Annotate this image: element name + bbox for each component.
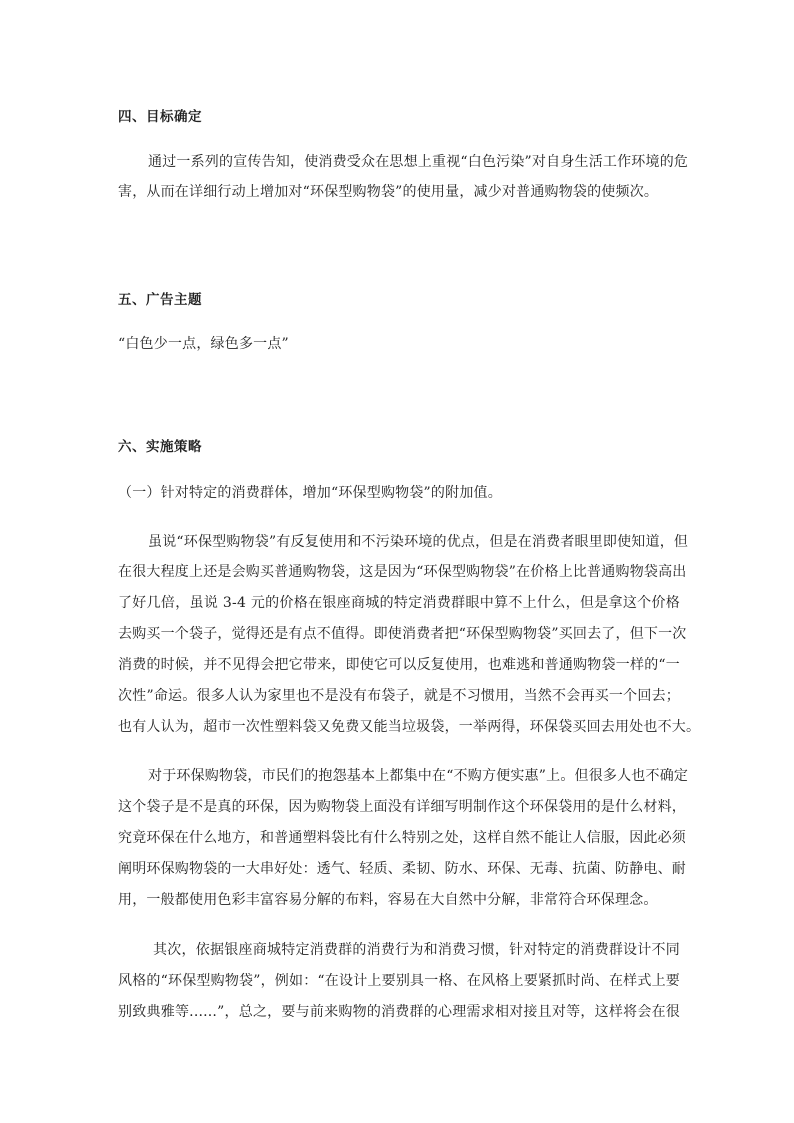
strategy-paragraph-line: 也有人认为，超市一次性塑料袋又免费又能当垃圾袋，一举两得，环保袋买回去用处也不大。 <box>118 719 701 735</box>
strategy-paragraph-line: 用，一般都使用色彩丰富容易分解的布料，容易在大自然中分解，非常符合环保理念。 <box>118 892 658 908</box>
strategy-subheading: （一）针对特定的消费群体，增加“环保型购物袋”的附加值。 <box>118 485 502 501</box>
ad-slogan: “白色少一点，绿色多一点” <box>118 336 289 352</box>
section-heading-strategy: 六、实施策略 <box>118 439 202 455</box>
goal-paragraph-line: 害，从而在详细行动上增加对“环保型购物袋”的使用量，减少对普通购物袋的使频次。 <box>118 184 659 200</box>
strategy-paragraph-line: 对于环保购物袋，市民们的抱怨基本上都集中在“不购方便实惠”上。但很多人也不确定 <box>148 768 689 784</box>
strategy-paragraph-line: 其次，依据银座商城特定消费群的消费行为和消费习惯，针对特定的消费群设计不同 <box>153 942 680 958</box>
strategy-paragraph-line: 究竟环保在什么地方，和普通塑料袋比有什么特别之处，这样自然不能让人信服，因此必须 <box>118 830 686 846</box>
strategy-paragraph-line: 在很大程度上还是会购买普通购物袋，这是因为“环保型购物袋”在价格上比普通购物袋高出 <box>118 564 687 580</box>
strategy-paragraph-line: 虽说“环保型购物袋”有反复使用和不污染环境的优点，但是在消费者眼里即使知道，但 <box>148 534 689 550</box>
strategy-paragraph-line: 阐明环保购物袋的一大串好处：透气、轻质、柔韧、防水、环保、无毒、抗菌、防静电、耐 <box>118 861 686 877</box>
strategy-paragraph-line: 别致典雅等......”，总之，要与前来购物的消费群的心理需求相对接且对等，这样将会在很 <box>118 1004 680 1020</box>
strategy-paragraph-line: 这个袋子是不是真的环保，因为购物袋上面没有详细写明制作这个环保袋用的是什么材料， <box>118 799 686 815</box>
strategy-paragraph-line: 去购买一个袋子，觉得还是有点不值得。即使消费者把“环保型购物袋”买回去了，但下一次 <box>118 626 687 642</box>
strategy-paragraph-line: 了好几倍，虽说 3-4 元的价格在银座商城的特定消费群眼中算不上什么，但是拿这个价格 <box>118 595 680 611</box>
strategy-paragraph-line: 风格的“环保型购物袋”，例如：“在设计上要别具一格、在风格上要紧抓时尚、在样式上要 <box>118 973 680 989</box>
goal-paragraph-line: 通过一系列的宣传告知，使消费受众在思想上重视“白色污染”对自身生活工作环境的危 <box>148 154 689 170</box>
strategy-paragraph-line: 次性”命运。很多人认为家里也不是没有布袋子，就是不习惯用，当然不会再买一个回去； <box>118 688 680 704</box>
section-heading-theme: 五、广告主题 <box>118 292 202 308</box>
section-heading-goal: 四、目标确定 <box>118 109 202 125</box>
strategy-paragraph-line: 消费的时候，并不见得会把它带来，即使它可以反复使用，也难逃和普通购物袋一样的“一 <box>118 657 680 673</box>
